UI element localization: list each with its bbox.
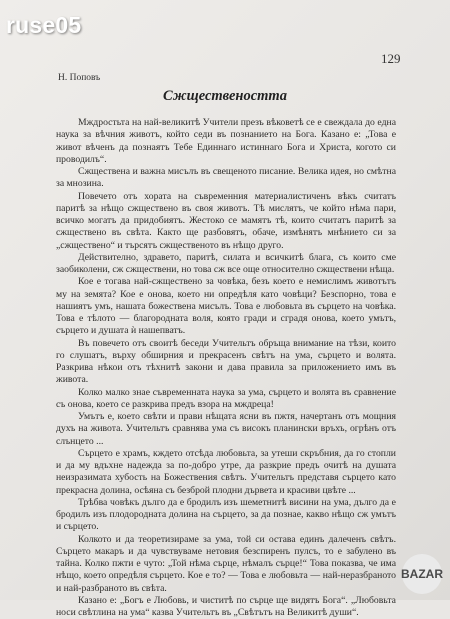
paragraph: Колкото и да теоретизираме за ума, той си остава единъ далеченъ свѣтъ. Сърцето макаръ и да чувствуваме нетовия безспиренъ пулсъ, то е забулено въ тайна. Колко пжти е чуто: „Той нѣма сърце, нѣмалъ сърце!“ Това показва, че има нѣщо, което опредѣля сърцето. Кое е то? — Това е любовьта — най-неразбраното и най-разбраното въ свѣта. (56, 533, 396, 594)
paragraph: Мждростьта на най-великитѣ Учители презъ вѣковетѣ се е свеждала до една наука за вѣчния животъ, който седи въ познанието на Бога. Казано е: „Това е живот вѣченъ да познаятъ Тебе Единнаго истиннаго Бога и Христа, когото си проводилъ“. (56, 117, 396, 165)
logo-label: BAZAR (401, 567, 443, 581)
paragraph: Колко малко знае съвременната наука за ума, сърцето и волята въ сравнение съ онова, което се разкрива предъ взора на мждреца! (56, 386, 396, 410)
paragraph: Кое е тогава най-сжществено за човѣка, безъ което е немислимъ животътъ му на земята? Кое е онова, което ни опредѣля като човѣци? Безспорно, това е нашиятъ умъ, нашата божествена мисълъ. Това е любовьта въ сърцето на човѣка. Това е тѣлото — благородната воля, която гради и сградя онова, което умътъ, сърцето и душата ѝ нашепватъ. (56, 276, 396, 337)
page-number: 129 (381, 51, 401, 66)
paragraph: Въ повечето отъ своитѣ беседи Учительтъ обръща внимание на тѣзи, които го слушатъ, върху обширния и прекрасенъ свѣтъ на ума, сърцето и волята. Разкрива нѣкои отъ тѣхнитѣ закони и дава правила за приложението имъ въ живота. (56, 337, 396, 386)
paragraph: Повечето отъ хората на съвременния материалистиченъ вѣкъ считатъ паритѣ за нѣщо сжществено въ своя животъ. Тѣ мислятъ, че който нѣма пари, всичко могатъ да придобиятъ. Жестоко се мамятъ тѣ, които считатъ паритѣ за сжществено въ свѣта. Както ще разбовятъ, обаче, измѣнятъ мнѣнието си за „сжществено“ и търсятъ сжщественото въ нѣщо друго. (56, 190, 396, 251)
paragraph: Трѣбва човѣкъ дълго да е бродилъ изъ шеметнитѣ висини на ума, дълго да е бродилъ изъ плодородната долина на сърцето, за да познае, какво нѣщо сж умътъ и сърцето. (56, 496, 396, 533)
paragraph: Сжществена и важна мисълъ въ свещеното писание. Велика идея, но смѣтна за мнозина. (56, 166, 396, 190)
paragraph: Умътъ е, което свѣти и прави нѣщата ясни въ пжтя, начертанъ отъ мощния духъ на живота. Учительтъ сравнява ума съ високъ планински връхъ, огрѣнъ отъ слънцето ... (56, 411, 396, 447)
chapter-title: Сжществеността (163, 88, 287, 104)
paragraph: Казано е: „Богъ е Любовь, и чиститѣ по сърце ще видятъ Бога“. „Любовьта носи свѣтлина на ума“ казва Учительтъ въ „Свѣтътъ на Великитѣ души“. (56, 594, 396, 618)
paragraph: Действително, здравето, паритѣ, силата и всичкитѣ блага, съ които сме заобиколени, сж сжществени, но това сж все още относително сжществени нѣща. (56, 251, 396, 275)
body-text (56, 117, 396, 619)
seller-watermark: ruse05 (6, 12, 82, 38)
author-name: Н. Поповъ (58, 73, 101, 83)
marketplace-logo (402, 554, 442, 594)
paragraph: Сърцето е храмъ, кждето отсѣда любовьта, за утеши скръбния, да го стопли и да му вдъхне надежда за по-добро утре, да разкрие предъ очитѣ на душата неизразимата хубость на Божествения свѣтъ. Учительтъ представя сърцето като прекрасна долина, осѣяна съ безброй плодни дървета и красиви цвѣте ... (56, 447, 396, 496)
